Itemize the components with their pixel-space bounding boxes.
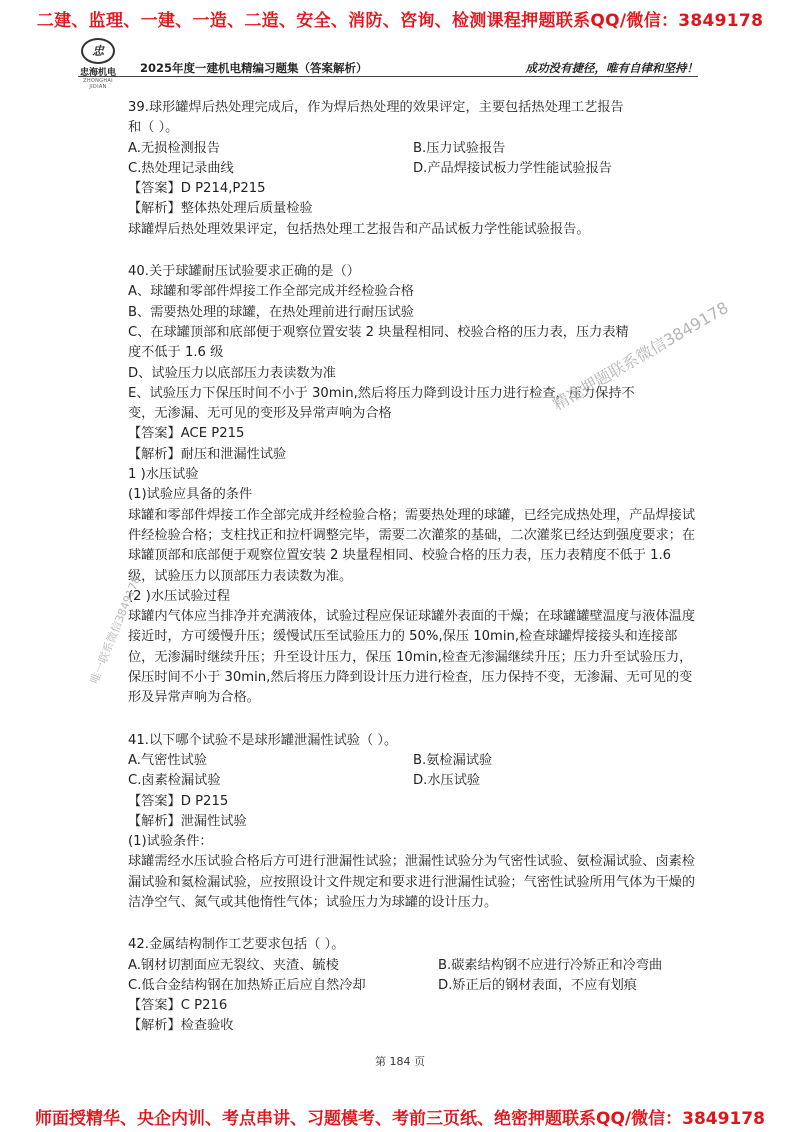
- analysis-line: 【解析】整体热处理后质量检验: [128, 201, 313, 217]
- option-b: B.碳素结构钢不应进行冷矫正和冷弯曲: [438, 957, 663, 973]
- option-a: A.无损检测报告: [128, 140, 221, 156]
- section-heading: 1 )水压试验: [128, 467, 199, 483]
- option-c: C.卤素检漏试验: [128, 773, 221, 789]
- document-title: 2025年度一建机电精编习题集（答案解析）: [140, 61, 368, 75]
- question-stem: 40.关于球罐耐压试验要求正确的是（）: [128, 264, 360, 280]
- answer-line: 【答案】D P215: [128, 793, 229, 809]
- options: [128, 139, 698, 180]
- option-d: D.产品焊接试板力学性能试验报告: [413, 160, 612, 176]
- option-a: A.钢材切割面应无裂纹、夹渣、毓棱: [128, 957, 339, 973]
- section-heading: (1)试验应具备的条件: [128, 487, 253, 503]
- option-e: E、试验压力下保压时间不小于 30min,然后将压力降到设计压力进行检查，压力保持不: [128, 385, 635, 401]
- option-c-cont: 度不低于 1.6 级: [128, 345, 224, 361]
- analysis-body: 球罐需经水压试验合格后方可进行泄漏性试验；泄漏性试验分为气密性试验、氨检漏试验、卤素检漏试验和氦检漏试验，应按照设计文件规定和要求进行泄漏性试验；气密性试验所用气体为干燥的洁净空气、氮气或其他惰性气体；试验压力为球罐的设计压力。: [128, 854, 696, 910]
- option-d: D.矫正后的钢材表面，不应有划痕: [438, 977, 637, 993]
- section-heading: (1)试验条件：: [128, 834, 213, 850]
- question-stem: 42.金属结构制作工艺要求包括（ ）。: [128, 937, 345, 953]
- analysis-body: 球罐和零部件焊接工作全部完成并经检验合格；需要热处理的球罐，已经完成热处理，产品焊接试件经检验合格；支柱找正和拉杆调整完毕，需要二次灌浆的基础，二次灌浆已经达到强度要求；在球罐顶部和底部便于观察位置安装 2 块量程相同、校验合格的压力表，压力表精度不低于 1.6 级，试验压力以顶部压力表读数为准。: [128, 507, 696, 584]
- option-d: D.水压试验: [413, 773, 481, 789]
- options: [128, 956, 698, 997]
- answer-line: 【答案】C P216: [128, 998, 228, 1014]
- logo-gear-icon: 忠: [81, 38, 115, 64]
- logo-subtitle: ZHONGHAI JIDIAN: [83, 78, 113, 90]
- option-b: B、需要热处理的球罐，在热处理前进行耐压试验: [128, 304, 414, 320]
- top-promo-banner: 二建、监理、一建、一造、二造、安全、消防、咨询、检测课程押题联系QQ/微信：3849178: [36, 11, 764, 31]
- question-stem: 41.以下哪个试验不是球形罐泄漏性试验（ ）。: [128, 732, 398, 748]
- option-d: D、试验压力以底部压力表读数为准: [128, 365, 336, 381]
- analysis-line: 【解析】泄漏性试验: [128, 813, 247, 829]
- analysis-body: 球罐焊后热处理效果评定，包括热处理工艺报告和产品试板力学性能试验报告。: [128, 221, 590, 237]
- header-divider: [78, 76, 698, 77]
- analysis-body: 球罐内气体应当排净并充满液体，试验过程应保证球罐外表面的干燥；在球罐罐壁温度与液体温度接近时，方可缓慢升压；缓慢试压至试验压力的 50%,保压 10min,检查球罐焊接接头和连接部位，无渗漏时继续升压；升至设计压力，保压 10min,检查无渗漏继续升压；压力升至试验压力，保压时间不小于 30min,然后将压力降到设计压力进行检查，压力保持不变，无渗漏、无可见的变形及异常声响为合格。: [128, 609, 696, 706]
- question-40: [128, 262, 698, 709]
- option-c: C.低合金结构钢在加热矫正后应自然冷却: [128, 977, 366, 993]
- option-e-cont: 变，无渗漏、无可见的变形及异常声响为合格: [128, 406, 392, 422]
- logo-name: 忠海机电: [79, 68, 116, 78]
- logo: [78, 38, 118, 90]
- option-a: A、球罐和零部件焊接工作全部完成并经检验合格: [128, 284, 414, 300]
- page-content: [128, 98, 698, 1037]
- question-42: [128, 935, 698, 1036]
- analysis-line: 【解析】耐压和泄漏性试验: [128, 446, 287, 462]
- option-b: B.氨检漏试验: [413, 752, 493, 768]
- page-header: [78, 38, 698, 90]
- header-motto: 成功没有捷径，唯有自律和坚持！: [525, 61, 698, 75]
- option-c: C.热处理记录曲线: [128, 160, 234, 176]
- option-c: C、在球罐顶部和底部便于观察位置安装 2 块量程相同、校验合格的压力表，压力表精: [128, 324, 629, 340]
- page-number: 第 184 页: [375, 1055, 425, 1068]
- question-41: [128, 731, 698, 914]
- answer-line: 【答案】D P214,P215: [128, 181, 266, 197]
- watermark-left: 唯一联系微信3849178: [87, 574, 143, 686]
- answer-line: 【答案】ACE P215: [128, 426, 245, 442]
- question-stem: 39.球形罐焊后热处理完成后，作为焊后热处理的效果评定，主要包括热处理工艺报告: [128, 100, 624, 115]
- options: [128, 751, 698, 792]
- analysis-line: 【解析】检查验收: [128, 1018, 234, 1034]
- section-heading: (2 )水压试验过程: [128, 588, 230, 604]
- option-a: A.气密性试验: [128, 752, 207, 768]
- option-b: B.压力试验报告: [413, 140, 506, 156]
- question-39: [128, 98, 698, 240]
- bottom-promo-banner: 师面授精华、央企内训、考点串讲、习题模考、考前三页纸、绝密押题联系QQ/微信：3849178: [35, 1109, 765, 1129]
- watermark-right: 精准押题联系微信3849178: [549, 297, 732, 415]
- question-stem-cont: 和（ ）。: [128, 120, 179, 136]
